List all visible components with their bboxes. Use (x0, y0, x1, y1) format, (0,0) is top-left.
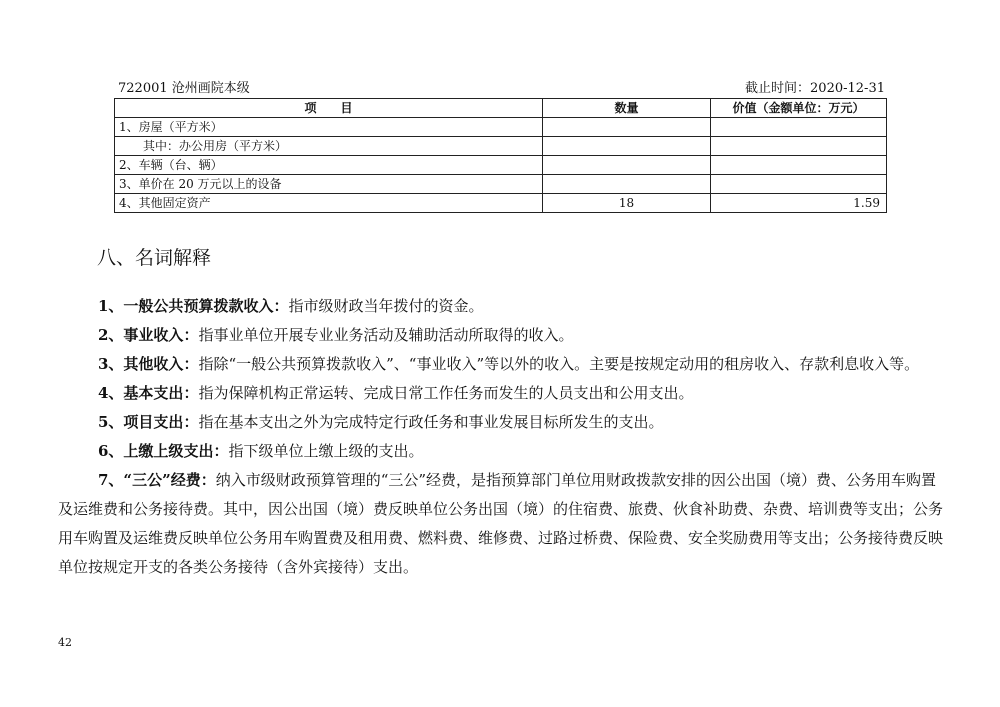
row-value (711, 156, 887, 175)
table-row (115, 137, 887, 156)
definition-item (58, 466, 943, 582)
table-row (115, 156, 887, 175)
header-item: 项 目 (115, 99, 543, 118)
definition-term: 5、项目支出： (98, 413, 199, 431)
definition-text: 指除“一般公共预算拨款收入”、“事业收入”等以外的收入。主要是按规定动用的租房收入、存款利息收入等。 (198, 355, 920, 373)
definition-term: 1、一般公共预算拨款收入： (98, 297, 289, 315)
definition-item (58, 292, 943, 321)
row-value: 1.59 (711, 194, 887, 213)
row-qty (543, 137, 711, 156)
header-value: 价值（金额单位：万元） (711, 99, 887, 118)
row-value (711, 137, 887, 156)
definition-term: 7、“三公”经费： (98, 471, 216, 489)
table-header-row (115, 99, 887, 118)
definition-text: 指为保障机构正常运转、完成日常工作任务而发生的人员支出和公用支出。 (198, 384, 694, 402)
definition-text: 指事业单位开展专业业务活动及辅助活动所取得的收入。 (198, 326, 574, 344)
row-value (711, 175, 887, 194)
definition-term: 4、基本支出： (98, 384, 199, 402)
table-row (115, 175, 887, 194)
definition-term: 3、其他收入： (98, 355, 199, 373)
deadline-label: 截止时间：2020-12-31 (745, 81, 885, 96)
definition-item (58, 321, 943, 350)
unit-label: 722001 沧州画院本级 (118, 81, 250, 96)
definition-item (58, 350, 943, 379)
row-value (711, 118, 887, 137)
row-qty (543, 175, 711, 194)
definition-item (58, 379, 943, 408)
definition-term: 6、上缴上级支出： (98, 442, 229, 460)
definition-term: 2、事业收入： (98, 326, 199, 344)
row-qty: 18 (543, 194, 711, 213)
definition-text: 指市级财政当年拨付的资金。 (288, 297, 484, 315)
definition-text: 指下级单位上缴上级的支出。 (228, 442, 424, 460)
row-item: 1、房屋（平方米） (115, 118, 543, 137)
definition-item (58, 408, 943, 437)
definitions-list (58, 292, 943, 582)
row-qty (543, 118, 711, 137)
definition-item (58, 437, 943, 466)
page-number: 42 (58, 636, 72, 649)
row-item: 3、单价在 20 万元以上的设备 (115, 175, 543, 194)
definition-text: 纳入市级财政预算管理的“三公”经费，是指预算部门单位用财政拨款安排的因公出国（境）费、公务用车购置及运维费和公务接待费。其中，因公出国（境）费反映单位公务出国（境）的住宿费、旅费、伙食补助费、杂费、培训费等支出；公务用车购置及运维费反映单位公务用车购置费及租用费、燃料费、维修费、过路过桥费、保险费、安全奖励费用等支出；公务接待费反映单位按规定开支的各类公务接待（含外宾接待）支出。 (58, 471, 944, 576)
table-row (115, 194, 887, 213)
table-row (115, 118, 887, 137)
assets-table (114, 98, 887, 213)
row-item: 2、车辆（台、辆） (115, 156, 543, 175)
definition-text: 指在基本支出之外为完成特定行政任务和事业发展目标所发生的支出。 (198, 413, 664, 431)
section-title: 八、名词解释 (97, 247, 212, 269)
row-item: 4、其他固定资产 (115, 194, 543, 213)
row-qty (543, 156, 711, 175)
row-item: 其中：办公用房（平方米） (115, 137, 543, 156)
header-qty: 数量 (543, 99, 711, 118)
